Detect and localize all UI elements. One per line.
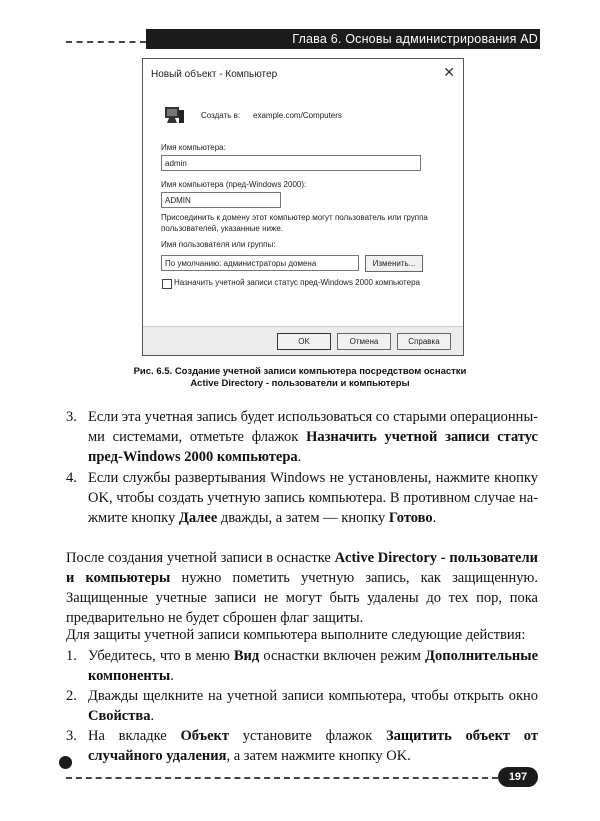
list-item-number: 2. [66, 688, 77, 704]
computer-name-label: Имя компьютера: [161, 143, 226, 152]
list-item-number: 4. [66, 470, 77, 486]
prewin-name-input[interactable]: ADMIN [161, 192, 281, 208]
new-computer-dialog [142, 58, 464, 356]
list-item: Дважды щелкните на учетной записи компьютера, чтобы открыть окно Свойства. [88, 688, 538, 724]
create-in-value: example.com/Computers [253, 111, 342, 120]
header-divider [66, 41, 146, 43]
computer-icon [163, 104, 185, 126]
user-group-field: По умолчанию: администраторы домена [161, 255, 359, 271]
list-item-number: 3. [66, 409, 77, 425]
list-item: Если службы развертывания Windows не установлены, нажмите кнопку OK, чтобы создать учетную запись компьютера. В противном случае на-жмите кнопку Далее дважды, а затем — кнопку Готово. [88, 470, 538, 526]
paragraph: После создания учетной записи в оснастке Active Directory - пользователи и компьютеры нужно пометить учетную запись, как защищенную. Защищенные учетные записи не могут быть удалены до тех пор, пока предварительно не будет сброшен флаг защиты. [66, 550, 538, 626]
dialog-title: Новый объект - Компьютер [151, 69, 278, 80]
user-group-label: Имя пользователя или группы: [161, 240, 276, 249]
prewin-status-label: Назначить учетной записи статус пред-Windows 2000 компьютера [174, 278, 420, 287]
change-button[interactable]: Изменить... [365, 255, 423, 272]
caption-line-2: Active Directory - пользователи и компьютеры [190, 378, 410, 389]
create-in-label: Создать в: [201, 111, 241, 120]
dialog-button-bar [143, 326, 463, 355]
list-item-number: 3. [66, 728, 77, 744]
figure-caption [100, 366, 500, 390]
prewin-status-checkbox[interactable] [162, 279, 172, 289]
prewin-name-label: Имя компьютера (пред-Windows 2000): [161, 180, 307, 189]
list-item: Если эта учетная запись будет использоваться со старыми операционны-ми системами, отметьте флажок Назначить учетной записи статус пред-Windows 2000 компьютера. [88, 409, 539, 465]
list-item-number: 1. [66, 648, 77, 664]
help-button[interactable]: Справка [397, 333, 451, 350]
footer-divider [66, 777, 498, 779]
caption-line-1: Рис. 6.5. Создание учетной записи компьютера посредством оснастки [133, 366, 467, 377]
cancel-button[interactable]: Отмена [337, 333, 391, 350]
page-number: 197 [498, 767, 538, 787]
footer-dot [59, 756, 72, 769]
computer-name-input[interactable]: admin [161, 155, 421, 171]
ok-button[interactable]: OK [277, 333, 331, 350]
chapter-title: Глава 6. Основы администрирования AD [292, 32, 538, 46]
close-icon[interactable]: ✕ [443, 64, 455, 80]
list-item: Убедитесь, что в меню Вид оснастки включен режим Дополнительные компоненты. [88, 648, 539, 684]
list-item: На вкладке Объект установите флажок Защитить объект от случайного удаления, а затем нажмите кнопку OK. [88, 728, 538, 764]
paragraph: Для защиты учетной записи компьютера выполните следующие действия: [66, 627, 526, 643]
join-domain-info: Присоединить к домену этот компьютер могут пользователь или группа пользователей, указанные ниже. [161, 213, 428, 233]
